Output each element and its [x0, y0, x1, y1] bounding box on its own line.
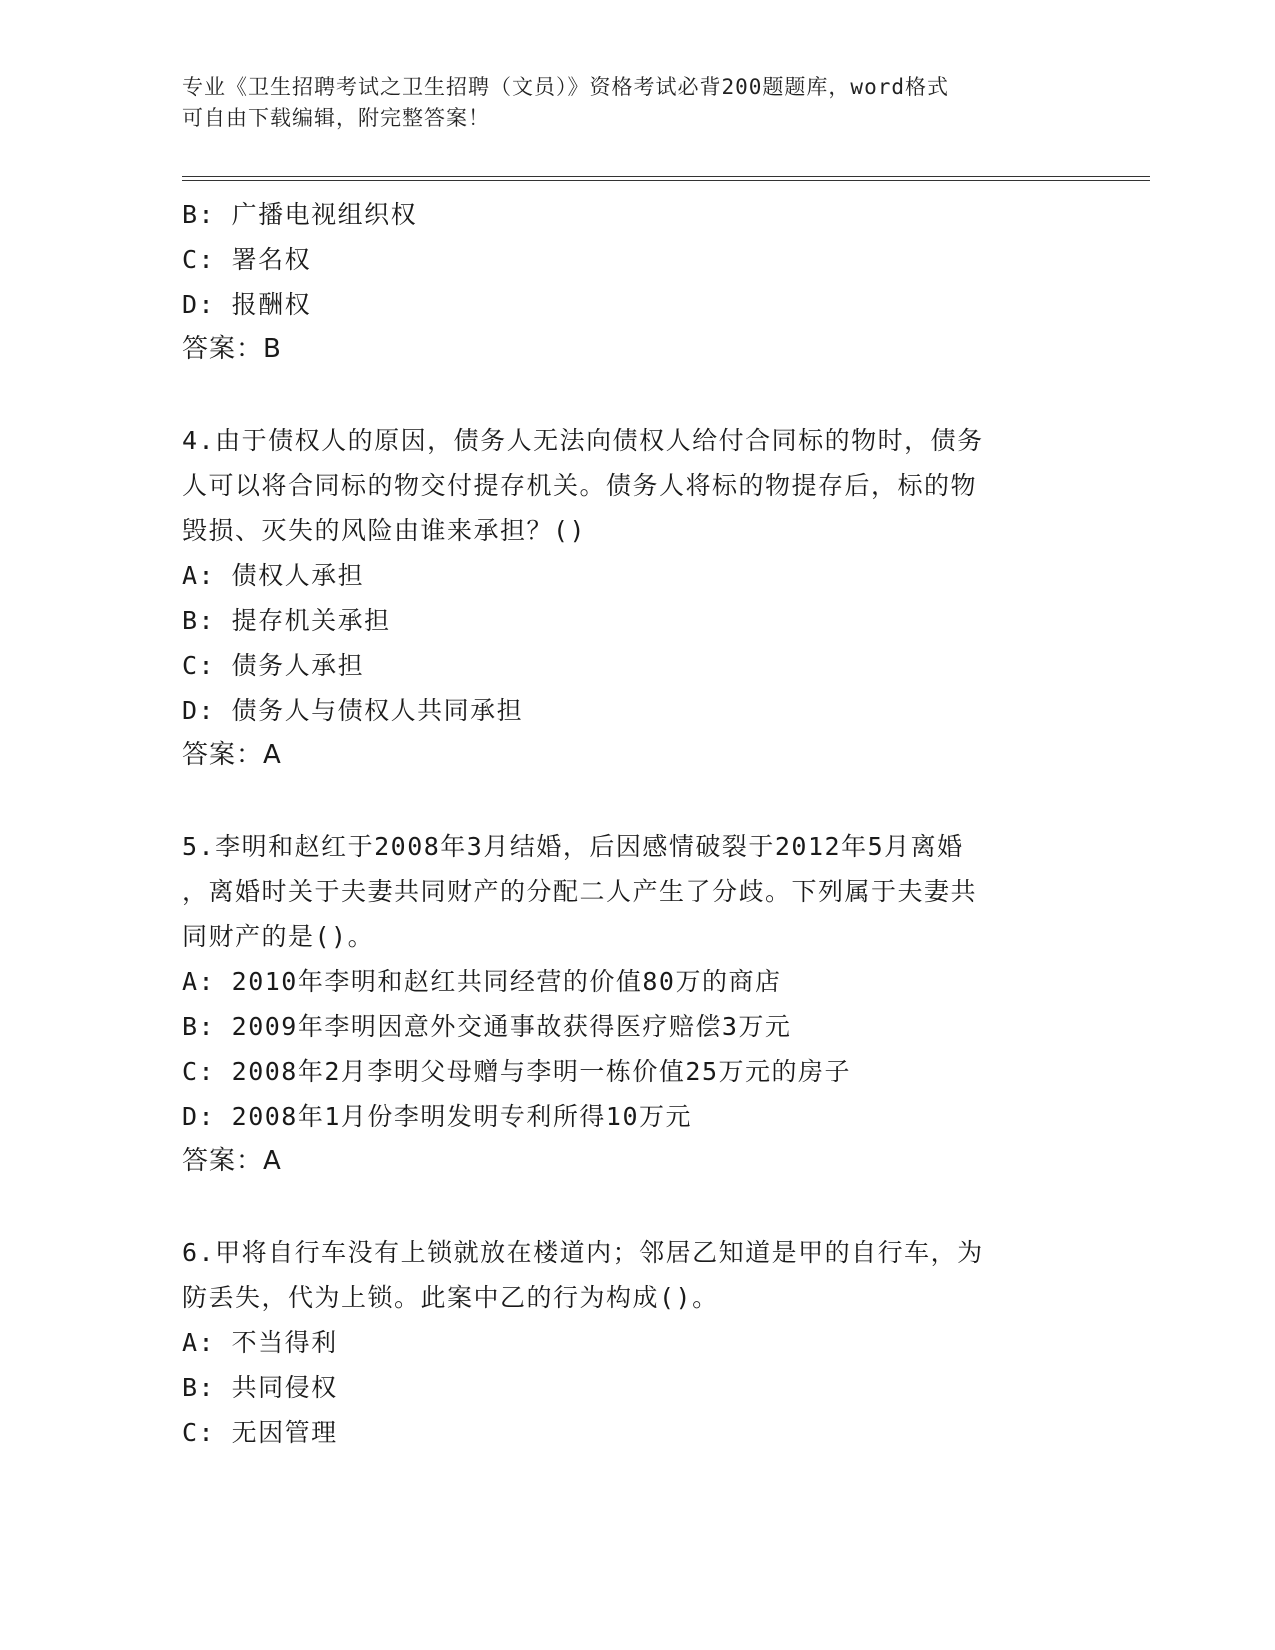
- option-c: C: 2008年2月李明父母赠与李明一栋价值25万元的房子: [182, 1057, 852, 1086]
- option-d: D: 2008年1月份李明发明专利所得10万元: [182, 1102, 693, 1131]
- question-4: [182, 418, 1062, 778]
- option-c: C: 署名权: [182, 245, 312, 274]
- option-b: B: 提存机关承担: [182, 606, 391, 635]
- question-stem-line: 同财产的是()。: [182, 922, 375, 951]
- question-stem-line: 毁损、灭失的风险由谁来承担？(): [182, 516, 587, 545]
- option-c: C: 债务人承担: [182, 651, 365, 680]
- question-stem-line: 5.李明和赵红于2008年3月结婚，后因感情破裂于2012年5月离婚: [182, 832, 964, 861]
- question-stem-line: 6.甲将自行车没有上锁就放在楼道内；邻居乙知道是甲的自行车，为: [182, 1238, 984, 1267]
- header-divider: [182, 176, 1150, 181]
- option-a: A: 不当得利: [182, 1328, 338, 1357]
- question-6: [182, 1230, 1062, 1455]
- option-b: B: 共同侵权: [182, 1373, 338, 1402]
- option-b: B: 广播电视组织权: [182, 200, 418, 229]
- spacer: [182, 1184, 1062, 1230]
- answer-text: 答案：A: [182, 740, 282, 770]
- option-a: A: 债权人承担: [182, 561, 365, 590]
- question-content: [182, 192, 1062, 1455]
- option-b: B: 2009年李明因意外交通事故获得医疗赔偿3万元: [182, 1012, 792, 1041]
- question-3: [182, 192, 1062, 372]
- question-5: [182, 824, 1062, 1184]
- option-c: C: 无因管理: [182, 1418, 338, 1447]
- option-a: A: 2010年李明和赵红共同经营的价值80万的商店: [182, 967, 782, 996]
- question-stem-line: 人可以将合同标的物交付提存机关。债务人将标的物提存后，标的物: [182, 471, 978, 500]
- page-header: [182, 72, 1062, 134]
- header-line-2: 可自由下载编辑，附完整答案！: [182, 106, 490, 130]
- question-stem-line: ，离婚时关于夫妻共同财产的分配二人产生了分歧。下列属于夫妻共: [182, 877, 978, 906]
- spacer: [182, 372, 1062, 418]
- header-line-1: 专业《卫生招聘考试之卫生招聘（文员）》资格考试必背200题题库，word格式: [182, 75, 949, 99]
- spacer: [182, 778, 1062, 824]
- option-d: D: 报酬权: [182, 290, 312, 319]
- option-d: D: 债务人与债权人共同承担: [182, 696, 524, 725]
- question-stem-line: 4.由于债权人的原因，债务人无法向债权人给付合同标的物时，债务: [182, 426, 984, 455]
- answer-text: 答案：B: [182, 334, 282, 364]
- answer-text: 答案：A: [182, 1146, 282, 1176]
- question-stem-line: 防丢失，代为上锁。此案中乙的行为构成()。: [182, 1283, 719, 1312]
